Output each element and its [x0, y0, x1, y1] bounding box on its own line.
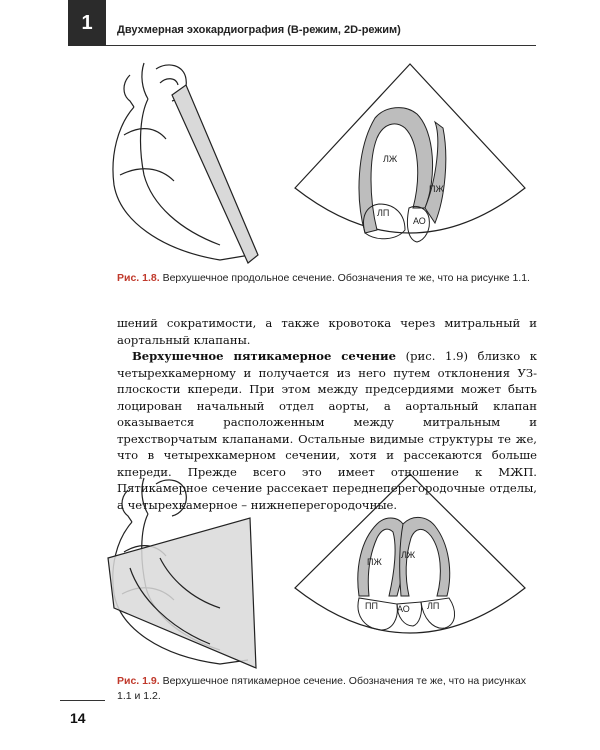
label-rv: ПЖ: [429, 184, 444, 194]
figure-1-8-echo-sector: [285, 58, 535, 263]
figure-1-9-heart-illustration: [100, 468, 270, 673]
label-la: ЛП: [427, 601, 440, 611]
page-number: 14: [70, 710, 86, 726]
ultrasound-plane: [172, 85, 258, 263]
figure-1-9-caption: [117, 674, 537, 704]
label-lv: ЛЖ: [383, 154, 398, 164]
label-ao: АО: [397, 604, 410, 614]
chapter-number: 1: [81, 11, 93, 34]
label-lv: ЛЖ: [401, 550, 416, 560]
label-ao: АО: [413, 216, 426, 226]
label-ra: ПП: [365, 601, 378, 611]
figure-1-8-heart-illustration: [100, 55, 270, 270]
ultrasound-plane: [108, 518, 256, 668]
figure-1-8-caption-label: Рис. 1.8.: [117, 272, 160, 284]
five-chamber-text: (рис. 1.9) близко к четырехкамерному и получается из него путем отклонения УЗ-плоскости кпереди. При этом между предсердиями может быть лоцирован начальный отдел аорты, а аортальный клапан оказывается расположенным между митральным и трехстворчатым клапанами. Остальные видимые структуры те же, что в четырехкамерном сечении, хотя и рассекаются больше кпереди. Прежде всего это имеет отношение к МЖП. Пятикамерное сечение рассекает переднеперегородочные отделы, а четырехкамерное – нижнеперегородочные.: [117, 349, 537, 512]
figure-1-8-caption-text: Верхушечное продольное сечение. Обозначения те же, что на рисунке 1.1.: [159, 272, 530, 284]
five-chamber-term: Верхушечное пятикамерное сечение: [132, 349, 397, 363]
running-header-title: Двухмерная эхокардиография (В-режим, 2D-режим): [117, 24, 401, 36]
chapter-number-box: [68, 0, 106, 46]
figure-1-9-caption-label: Рис. 1.9.: [117, 675, 160, 687]
header-rule: [106, 45, 536, 46]
figure-1-9-echo-sector: [285, 468, 535, 663]
figure-1-8-caption: [117, 271, 537, 286]
footer-rule: [60, 700, 105, 701]
label-la: ЛП: [377, 208, 390, 218]
continuation-paragraph: шений сократимости, а также кровотока через митральный и аортальный клапаны.: [117, 316, 537, 347]
figure-1-9-caption-text: Верхушечное пятикамерное сечение. Обозначения те же, что на рисунках 1.1 и 1.2.: [117, 675, 527, 702]
label-rv: ПЖ: [367, 557, 382, 567]
